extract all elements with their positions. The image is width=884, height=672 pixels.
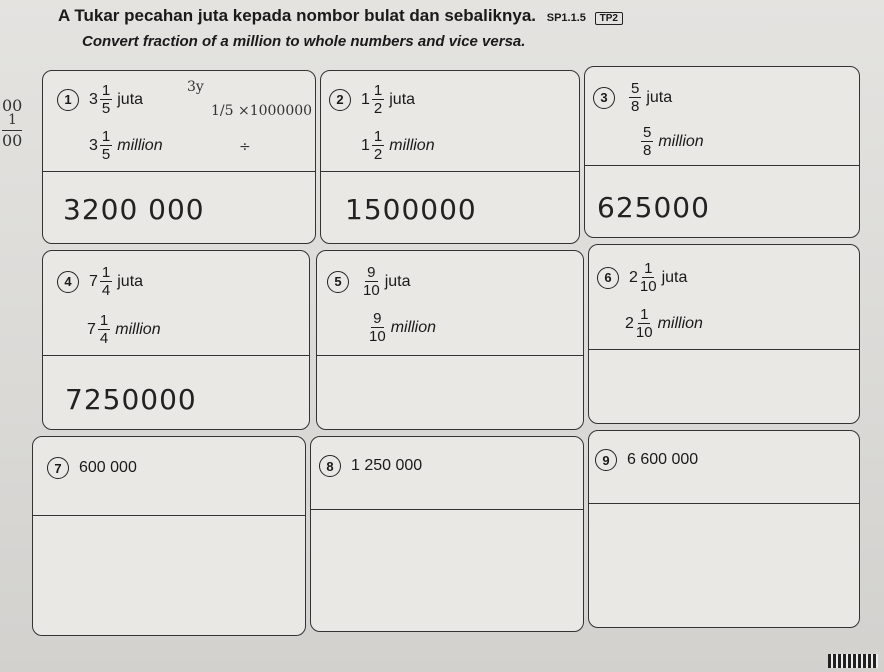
question-number: 9 — [595, 449, 617, 471]
question-number: 5 — [327, 271, 349, 293]
questions-3-whole: 7 — [87, 320, 96, 338]
working-note: 1/5 ×1000000 — [211, 103, 313, 119]
questions-4-denom: 10 — [363, 282, 380, 299]
questions-1-denom: 2 — [373, 100, 383, 117]
labels-juta: juta — [389, 90, 416, 108]
question-1-juta — [57, 83, 143, 116]
question-box-5 — [316, 250, 584, 430]
questions-1-whole: 1 — [361, 90, 370, 108]
answer-1[interactable]: 3200 000 — [63, 193, 205, 226]
header-title: A Tukar pecahan juta kepada nombor bulat dan sebaliknya. — [58, 6, 537, 25]
questions-5-denom: 10 — [639, 278, 657, 295]
questions-4-numer: 9 — [367, 264, 376, 281]
questions-1-numer: 1 — [373, 128, 383, 145]
question-number: 2 — [329, 89, 351, 111]
page-title — [58, 6, 623, 26]
working-note: ÷ — [239, 139, 251, 155]
questions-5-numer: 1 — [644, 260, 653, 277]
questions-5-whole: 2 — [625, 314, 634, 332]
question-number: 1 — [57, 89, 79, 111]
questions-0-numer: 1 — [101, 128, 111, 145]
questions-0-whole: 3 — [89, 136, 98, 154]
question-box-9 — [588, 430, 860, 628]
questions-5-denom: 10 — [635, 324, 653, 341]
tp-badge: TP2 — [595, 12, 623, 25]
answer-3[interactable]: 625000 — [597, 191, 710, 224]
question-number: 7 — [47, 457, 69, 479]
answer-line — [43, 171, 315, 172]
margin-note: 00 — [2, 131, 23, 150]
questions-2-denom: 8 — [643, 142, 652, 159]
questions-0-denom: 5 — [101, 146, 111, 163]
questions-2-denom: 8 — [631, 98, 640, 115]
question-value: 1 250 000 — [351, 457, 423, 474]
page-subtitle: Convert fraction of a million to whole numbers and vice versa. — [82, 33, 526, 50]
questions-4-numer: 9 — [373, 310, 382, 327]
questions-0-denom: 5 — [101, 100, 111, 117]
questions-2-numer: 5 — [631, 80, 640, 97]
question-1-million — [89, 129, 163, 162]
questions-3-denom: 4 — [101, 282, 111, 299]
questions-0-whole: 3 — [89, 90, 98, 108]
questions-5-numer: 1 — [640, 306, 649, 323]
labels-juta: juta — [117, 90, 144, 108]
labels-million: million — [117, 136, 163, 154]
questions-3-whole: 7 — [89, 272, 98, 290]
question-box-3 — [584, 66, 860, 238]
questions-5-whole: 2 — [629, 268, 638, 286]
labels-million: million — [389, 136, 435, 154]
labels-juta: juta — [117, 272, 144, 290]
question-value: 600 000 — [79, 459, 137, 476]
questions-1-denom: 2 — [373, 146, 383, 163]
question-number: 3 — [593, 87, 615, 109]
labels-million: million — [657, 314, 703, 332]
questions-1-whole: 1 — [361, 136, 370, 154]
question-box-4 — [42, 250, 310, 430]
standard-code: SP1.1.5 — [546, 12, 586, 24]
labels-million: million — [658, 132, 704, 150]
question-box-8 — [310, 436, 584, 632]
fraction — [100, 83, 112, 116]
labels-million: million — [115, 320, 161, 338]
questions-3-numer: 1 — [99, 312, 109, 329]
question-number: 4 — [57, 271, 79, 293]
margin-note: 1 — [8, 112, 17, 128]
answer-2[interactable]: 1500000 — [345, 193, 477, 226]
labels-million: million — [390, 318, 437, 336]
labels-juta: juta — [646, 88, 673, 106]
working-note: 3y — [187, 79, 204, 95]
qr-code-icon — [828, 654, 878, 668]
question-value: 6 600 000 — [627, 451, 699, 468]
margin-note: 00 — [2, 96, 23, 115]
question-box-7 — [32, 436, 306, 636]
answer-4[interactable]: 7250000 — [65, 383, 197, 416]
questions-0-numer: 1 — [101, 82, 111, 99]
questions-3-numer: 1 — [101, 264, 111, 281]
question-box-6 — [588, 244, 860, 424]
questions-3-denom: 4 — [99, 330, 109, 347]
question-box-1 — [42, 70, 316, 244]
question-number: 6 — [597, 267, 619, 289]
question-number: 8 — [319, 455, 341, 477]
labels-juta: juta — [661, 268, 688, 286]
question-box-2 — [320, 70, 580, 244]
questions-4-denom: 10 — [369, 328, 386, 345]
questions-1-numer: 1 — [373, 82, 383, 99]
questions-2-numer: 5 — [643, 124, 652, 141]
labels-juta: juta — [384, 272, 411, 290]
